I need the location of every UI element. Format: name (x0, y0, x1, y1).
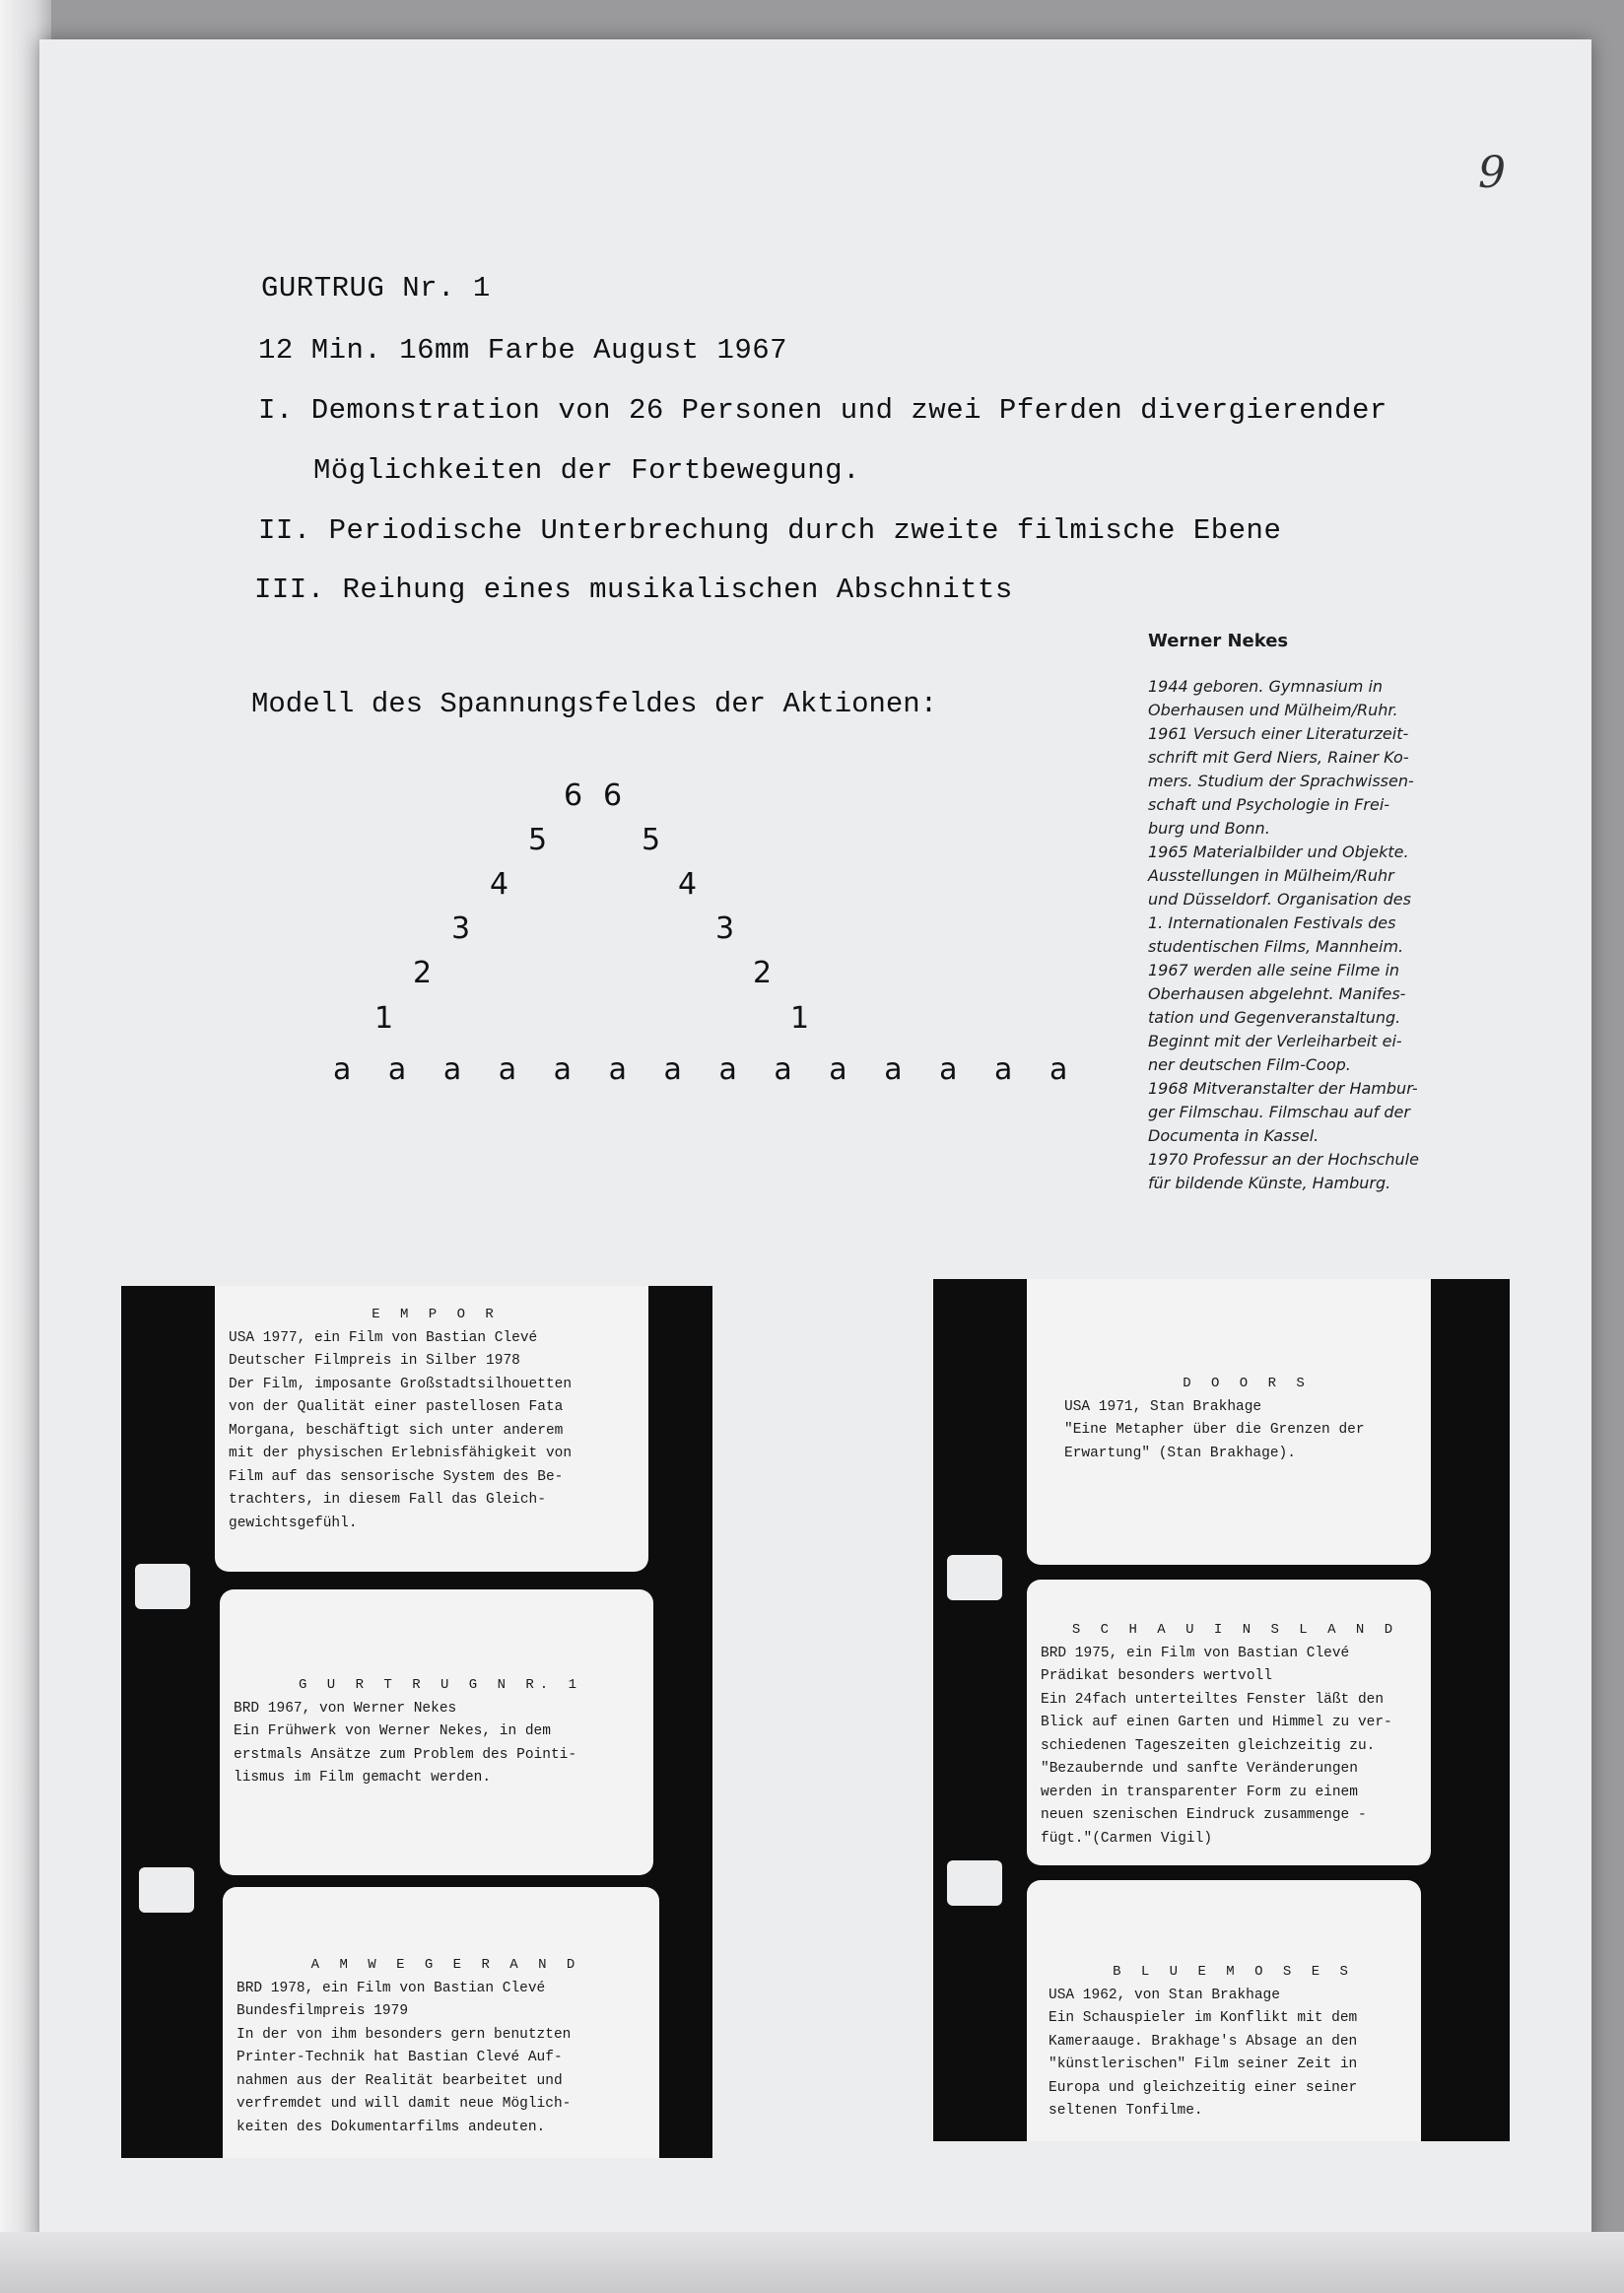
film-text-line: Der Film, imposante Großstadtsilhouetten (229, 1376, 573, 1392)
point-2: II. Periodische Unterbrechung durch zweite filmische Ebene (258, 514, 1282, 547)
bio-line: und Düsseldorf. Organisation des (1148, 890, 1411, 909)
point-1: I. Demonstration von 26 Personen und zwei Pferden divergierender (258, 394, 1387, 427)
film-title: A M W E G E R A N D (310, 1957, 581, 1973)
author-biography (1148, 631, 1483, 1195)
filmstrip-right (933, 1279, 1510, 2141)
film-text-line: Blick auf einen Garten und Himmel zu ver- (1041, 1715, 1392, 1730)
film-text-line: Erwartung" (Stan Brakhage). (1064, 1445, 1296, 1461)
film-frame-blue-moses (1027, 1880, 1421, 2141)
film-text-line: "künstlerischen" Film seiner Zeit in (1049, 2057, 1358, 2072)
film-meta: 12 Min. 16mm Farbe August 1967 (258, 334, 788, 367)
film-text-line: keiten des Dokumentarfilms andeuten. (237, 2119, 546, 2135)
film-text-line: Prädikat besonders wertvoll (1041, 1668, 1272, 1684)
film-text-line: USA 1971, Stan Brakhage (1064, 1398, 1262, 1415)
film-text-line: "Eine Metapher über die Grenzen der (1064, 1422, 1365, 1438)
sprocket-hole (947, 1555, 1002, 1600)
film-text-line: Deutscher Filmpreis in Silber 1978 (229, 1353, 520, 1369)
film-text-line: "Bezaubernde und sanfte Veränderungen (1041, 1761, 1358, 1777)
model-right-number: 2 (753, 956, 773, 990)
model-right-number: 5 (642, 823, 661, 857)
film-text-line: Kameraauge. Brakhage's Absage an den (1049, 2033, 1358, 2050)
bio-line: Documenta in Kassel. (1148, 1126, 1320, 1145)
point-1-continued: Möglichkeiten der Fortbewegung. (313, 454, 860, 487)
film-title: B L U E M O S E S (1113, 1964, 1354, 1980)
film-text-line: Film auf das sensorische System des Be- (229, 1468, 564, 1485)
bio-line: Ausstellungen in Mülheim/Ruhr (1148, 866, 1394, 885)
bio-line: für bildende Künste, Hamburg. (1148, 1174, 1391, 1192)
model-base-row: a a a a a a a a a a a a a a (333, 1052, 1082, 1087)
film-text-line: Ein Schauspieler im Konflikt mit dem (1049, 2010, 1358, 2026)
film-frame-doors (1027, 1279, 1431, 1565)
bio-line: Oberhausen und Mülheim/Ruhr. (1148, 701, 1398, 719)
bio-line: 1970 Professur an der Hochschule (1148, 1150, 1419, 1169)
bio-line: ger Filmschau. Filmschau auf der (1148, 1103, 1410, 1121)
film-frame-empor (215, 1286, 648, 1572)
bio-line: schrift mit Gerd Niers, Rainer Ko- (1148, 748, 1409, 767)
film-text-line: fügt."(Carmen Vigil) (1041, 1830, 1213, 1847)
bio-line: 1967 werden alle seine Filme in (1148, 961, 1400, 979)
film-text-line: neuen szenischen Eindruck zusammenge - (1041, 1807, 1367, 1823)
film-text-line: USA 1962, von Stan Brakhage (1049, 1987, 1280, 2003)
film-title: G U R T R U G N R. 1 (298, 1677, 583, 1693)
model-right-number: 3 (715, 911, 735, 946)
bio-line: ner deutschen Film-Coop. (1148, 1055, 1351, 1074)
film-text-line: Ein Frühwerk von Werner Nekes, in dem (234, 1723, 551, 1739)
sprocket-hole (139, 1867, 194, 1913)
film-title: D O O R S (1183, 1376, 1311, 1391)
page-bottom-edge (0, 2232, 1624, 2293)
bio-line: mers. Studium der Sprachwissen- (1148, 772, 1414, 790)
film-text-line: nahmen aus der Realität bearbeitet und (237, 2072, 563, 2089)
bio-line: 1965 Materialbilder und Objekte. (1148, 843, 1409, 861)
film-frame-schau-ins-land (1027, 1580, 1431, 1865)
model-heading: Modell des Spannungsfeldes der Aktionen: (251, 688, 938, 720)
film-text-line: schiedenen Tageszeiten gleichzeitig zu. (1041, 1737, 1376, 1754)
sprocket-hole (135, 1564, 190, 1609)
bio-line: 1968 Mitveranstalter der Hambur- (1148, 1079, 1418, 1098)
film-text-line: Printer-Technik hat Bastian Clevé Auf- (237, 2050, 563, 2065)
bio-line: Beginnt mit der Verleiharbeit ei- (1148, 1032, 1402, 1050)
page-number: 9 (1478, 148, 1506, 198)
film-text-line: In der von ihm besonders gern benutzten (237, 2026, 572, 2043)
model-left-number: 4 (490, 867, 509, 902)
bio-line: studentischen Films, Mannheim. (1148, 937, 1404, 956)
film-text-line: werden in transparenter Form zu einem (1041, 1784, 1358, 1800)
film-text-line: BRD 1975, ein Film von Bastian Clevé (1041, 1645, 1350, 1661)
bio-line: 1. Internationalen Festivals des (1148, 913, 1396, 932)
film-text-line: gewichtsgefühl. (229, 1515, 358, 1531)
bio-line: 1944 geboren. Gymnasium in (1148, 677, 1384, 696)
sprocket-hole (947, 1860, 1002, 1906)
film-title: E M P O R (372, 1307, 500, 1322)
film-text-line: trachters, in diesem Fall das Gleich- (229, 1492, 546, 1508)
bio-line: Oberhausen abgelehnt. Manifes- (1148, 984, 1406, 1003)
film-text-line: von der Qualität einer pastellosen Fata (229, 1399, 564, 1415)
film-frame-am-wegerand (223, 1887, 659, 2158)
film-text-line: BRD 1978, ein Film von Bastian Clevé (237, 1980, 546, 1996)
film-text-line: Europa und gleichzeitig einer seiner (1049, 2079, 1358, 2096)
film-text-line: Morgana, beschäftigt sich unter anderem (229, 1422, 564, 1439)
bio-line: 1961 Versuch einer Literaturzeit- (1148, 724, 1409, 743)
film-text-line: BRD 1967, von Werner Nekes (234, 1700, 457, 1717)
model-right-number: 6 (603, 778, 623, 813)
film-title: GURTRUG Nr. 1 (261, 272, 491, 304)
model-right-number: 4 (678, 867, 698, 902)
film-title: S C H A U I N S L A N D (1071, 1622, 1399, 1638)
film-frame-gurtrug (220, 1589, 653, 1875)
film-text-line: verfremdet und will damit neue Möglich- (237, 2096, 572, 2112)
film-text-line: erstmals Ansätze zum Problem des Pointi- (234, 1746, 577, 1763)
film-text-line: Ein 24fach unterteiltes Fenster läßt den (1041, 1691, 1385, 1708)
model-left-number: 1 (374, 1001, 394, 1036)
film-text-line: Bundesfilmpreis 1979 (237, 2003, 409, 2019)
model-left-number: 2 (413, 956, 433, 990)
model-left-number: 5 (528, 823, 548, 857)
film-text-line: lismus im Film gemacht werden. (234, 1770, 492, 1786)
point-3: III. Reihung eines musikalischen Abschnitts (254, 573, 1013, 606)
model-left-number: 6 (564, 778, 583, 813)
bio-line: burg und Bonn. (1148, 819, 1270, 838)
author-name: Werner Nekes (1148, 631, 1289, 651)
film-text-line: USA 1977, ein Film von Bastian Clevé (229, 1329, 538, 1346)
bio-line: schaft und Psychologie in Frei- (1148, 795, 1390, 814)
filmstrip-left (121, 1286, 712, 2158)
model-right-number: 1 (790, 1001, 810, 1036)
film-text-line: seltenen Tonfilme. (1049, 2103, 1203, 2119)
film-text-line: mit der physischen Erlebnisfähigkeit von (229, 1446, 573, 1461)
bio-line: tation und Gegenveranstaltung. (1148, 1008, 1401, 1027)
model-left-number: 3 (451, 911, 471, 946)
